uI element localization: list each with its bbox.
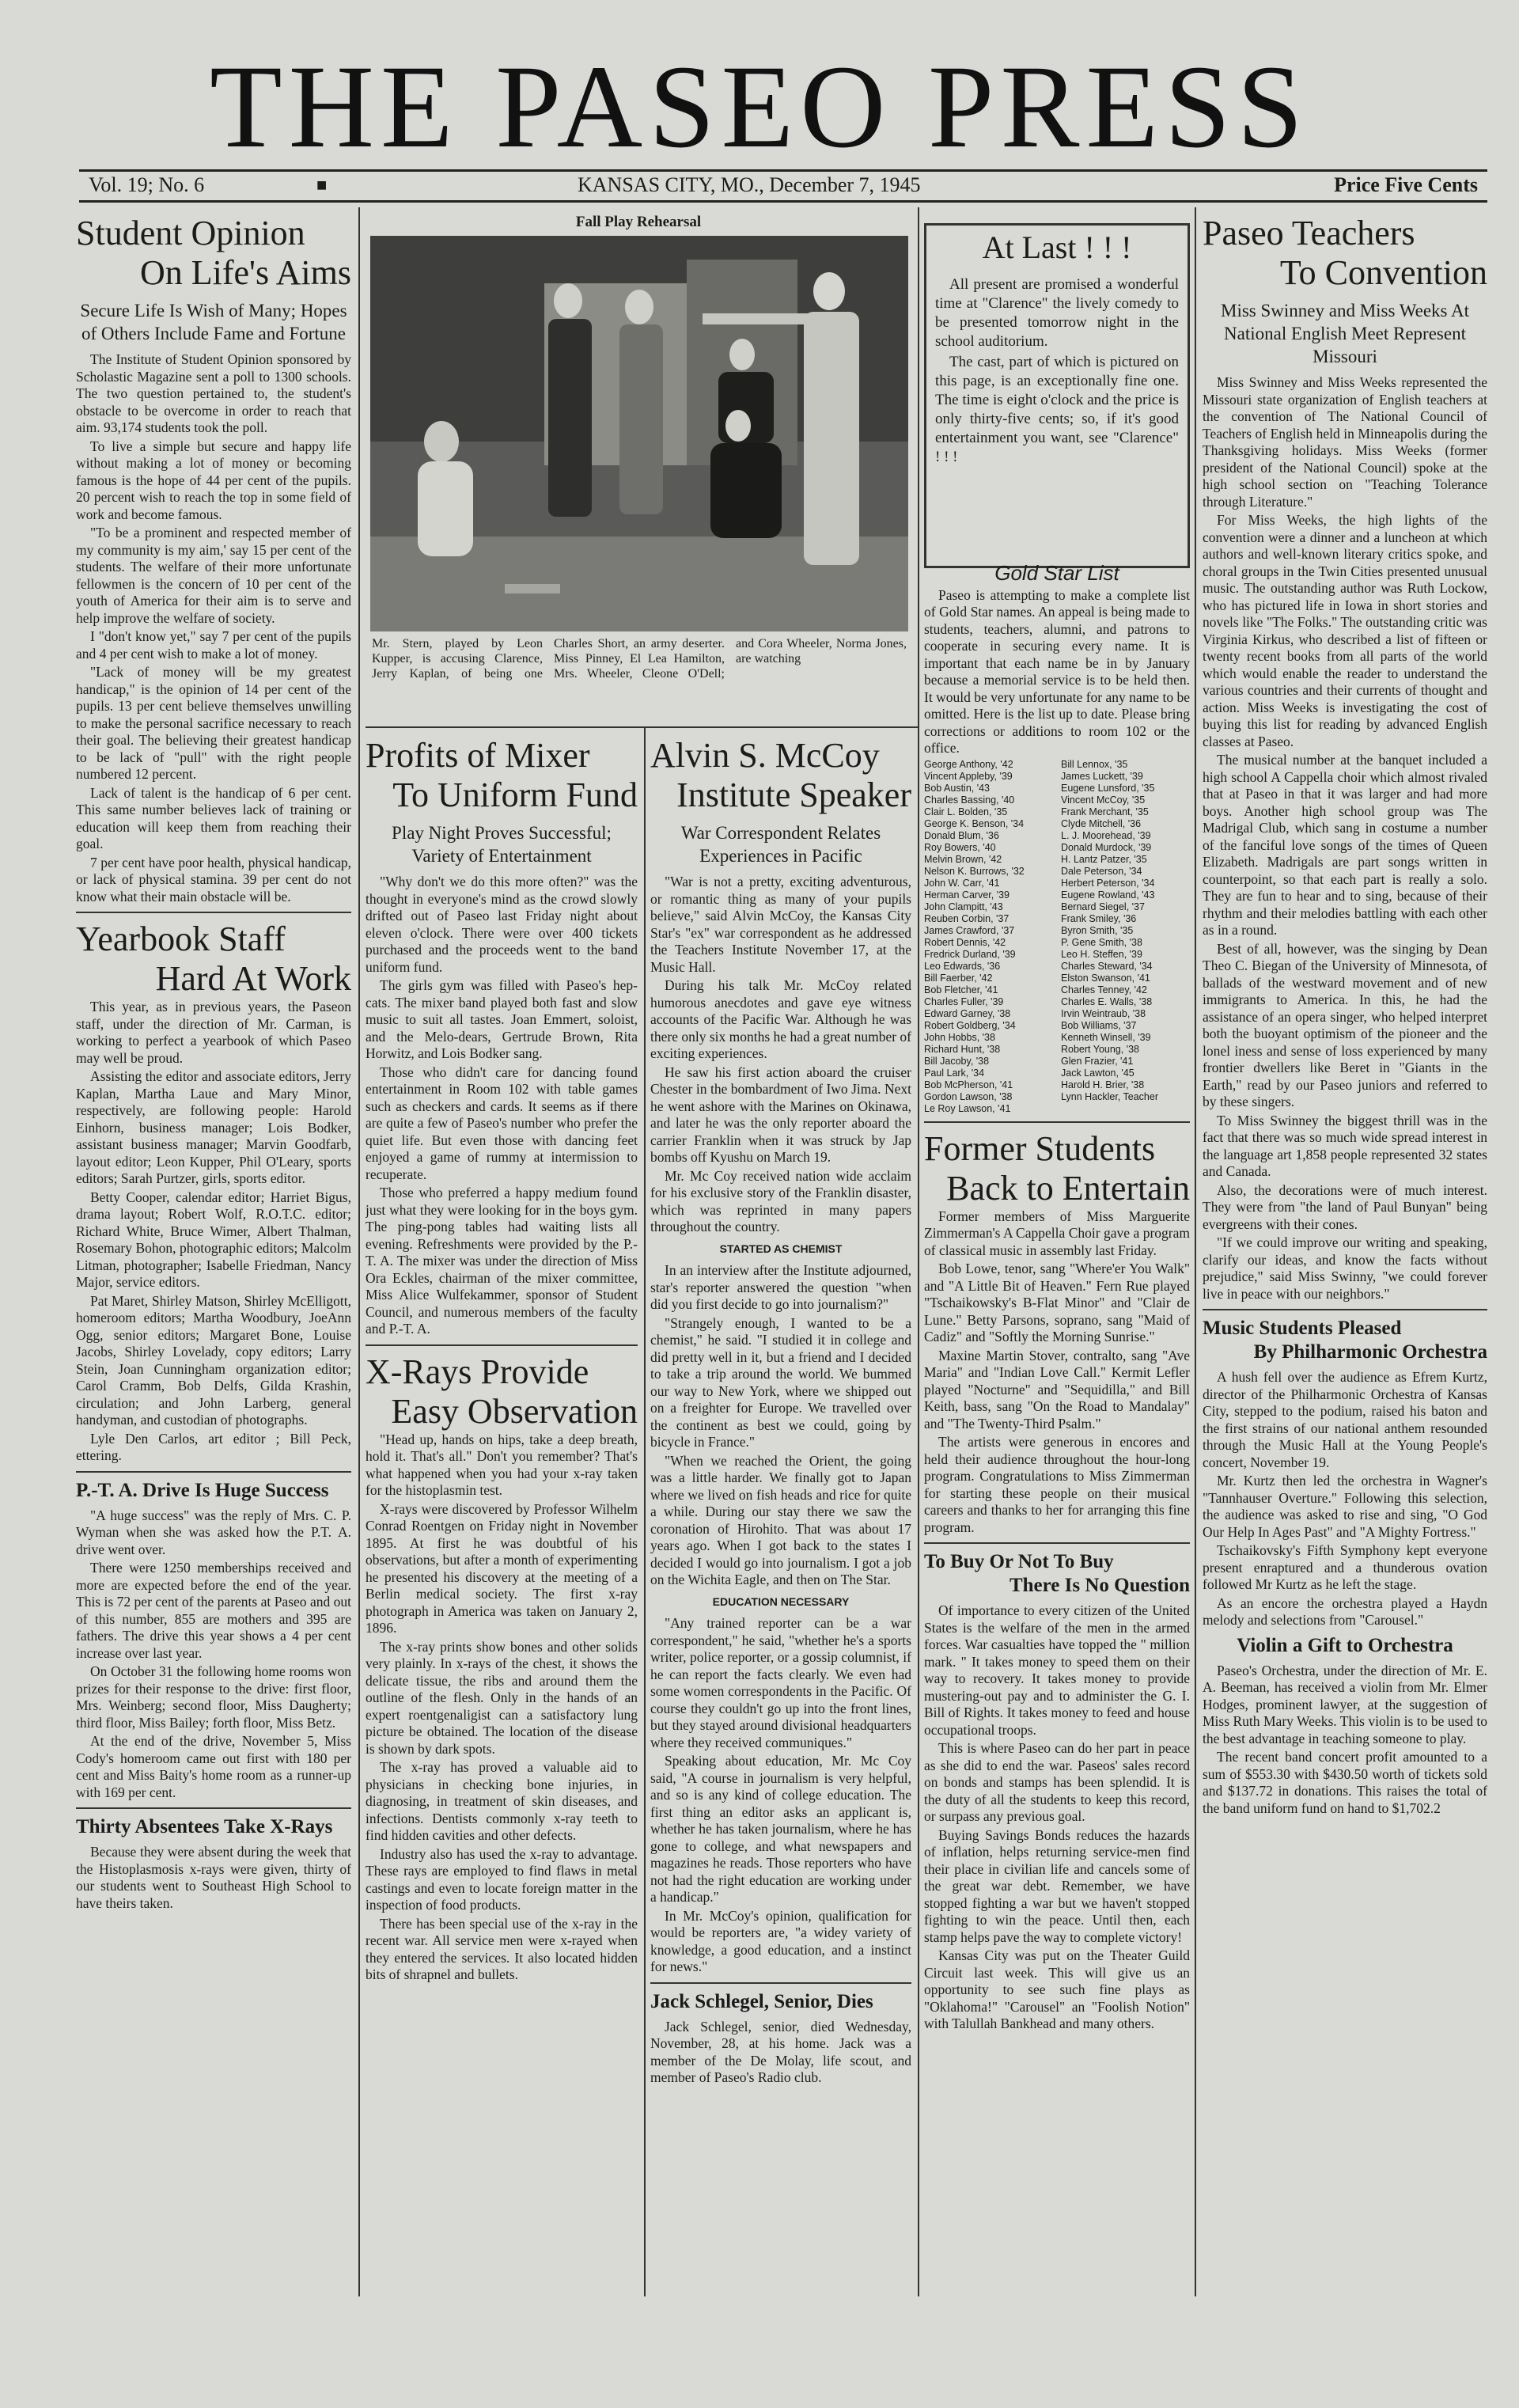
paragraph: The Institute of Student Opinion sponsored by Scholastic Magazine sent a poll to 1300 schools. The two question pertained to, the student's obstacle to be overcome in order to reach that aim. 93,174 students took the poll. (76, 351, 351, 435)
paragraph: Lack of talent is the handicap of 6 per cent. This same number believes lack of training or education will keep them from reaching their goal. (76, 784, 351, 851)
gold-star-name: Kenneth Winsell, '39 (1061, 1031, 1151, 1043)
gold-star-name: Bob Williams, '37 (1061, 1019, 1137, 1031)
headline-violin: Violin a Gift to Orchestra (1237, 1634, 1453, 1656)
paragraph: "A huge success" was the reply of Mrs. C. P. Wyman when she was asked how the P.T. A. drive went over. (76, 1507, 351, 1557)
column-rule (1195, 207, 1196, 2296)
paragraph: The girls gym was filled with Paseo's hep-cats. The mixer band played both fast and slow music to suit all tastes. Joan Emmert, soloist, and the Melo-dears, Gertrude Brown, Rita Horwitz, and Lois Bodker sang. (366, 977, 638, 1061)
gold-star-name: Bernard Siegel, '37 (1061, 901, 1145, 912)
paragraph: "When we reached the Orient, the going was a little harder. We finally got to Japan where we lived on fish heads and rice for quite a while. During our stay there we saw the coronation of Hirohito. That was about 17 years ago. When I got back to the states I decided I would go into journalism. I got a job on the Wichita Eagle, and then on The Star. (650, 1452, 911, 1587)
paragraph: The artists were generous in encores and held their audience throughout the hour-long program. Congratulations to Miss Zimmerman for starting these people on their musical careers and thanks to her for arranging this fine program. (924, 1434, 1190, 1535)
gold-star-name: John Clampitt, '43 (924, 901, 1003, 912)
gold-star-name: Bob Austin, '43 (924, 782, 991, 794)
paragraph: Former members of Miss Marguerite Zimmerman's A Cappella Choir gave a program of classical music in assembly last Friday. (924, 1208, 1190, 1258)
paragraph: Maxine Martin Stover, contralto, sang "Ave Maria" and "Indian Love Call." Kermit Lefler played "Nocturne" and "Sequidilla," and Bill Keith, bass, sang "On the Road to Mandalay" and "The Twenty-Third Psalm." (924, 1347, 1190, 1432)
paragraph: Lyle Den Carlos, art editor ; Bill Peck, ettering. (76, 1430, 351, 1463)
paragraph: To Miss Swinney the biggest thrill was in the fact that there was so much wide spread interest in the language art 1,858 people represented 32 states and Canada. (1203, 1112, 1487, 1179)
paragraph: Of importance to every citizen of the United States is the welfare of the men in the armed forces. War casualties have topped the " million mark. " It takes money to speed them on their way to recovery. It takes money to provide mustering-out pay and to administer the G. I. Bill of Rights. It takes money to feed and house occupational troops. (924, 1602, 1190, 1738)
headline-music-students: Music Students Pleased By Philharmonic Orchestra (1203, 1318, 1487, 1363)
gold-star-name: L. J. Moorehead, '39 (1061, 829, 1151, 841)
paragraph: Because they were absent during the week that the Histoplasmosis x-rays were given, thirty of our students went to Southeast High School to have theirs taken. (76, 1844, 351, 1911)
paragraph: This year, as in previous years, the Paseon staff, under the direction of Mr. Carman, is working to perfect a yearbook of which Paseo may well be proud. (76, 999, 351, 1066)
divider (924, 1542, 1190, 1544)
paragraph: I "don't know yet," say 7 per cent of the pupils and 4 per cent wish to make a lot of money. (76, 628, 351, 662)
paragraph: "Any trained reporter can be a war correspondent," he said, "whether he's a sports writer, police reporter, or a gossip columnist, if he can report the facts clearly. We even had some women correspondents in the Pacific. Of course they couldn't go up into the front lines, but they stayed around divisional headquarters where they received communiques." (650, 1615, 911, 1750)
headline-at-last: At Last ! ! ! (982, 229, 1132, 265)
headline-mccoy: Alvin S. McCoy Institute Speaker (650, 736, 911, 814)
masthead: THE PASEO PRESS (210, 41, 1309, 173)
paragraph: In an interview after the Institute adjourned, star's reporter answered the question "when did you first decide to go into journalism?" (650, 1262, 911, 1312)
photo-caption: Mr. Stern, played by Leon Kupper, is accusing Clarence, Jerry Kaplan, of being one Charles Short, an army deserter. Miss Pinney, El Lea Hamilton, Mrs. Wheeler, Cleone O'Dell; and Cora Wheeler, Norma Jones, are watching (372, 637, 907, 681)
paragraph: Those who didn't care for dancing found entertainment in Room 102 with table games such as checkers and cards. It seems as if there are quite a few of Paseo's number who prefer the quiet life. But even those with dancing feet enjoyed a game of rummy at intermission to recuperate. (366, 1064, 638, 1182)
gold-star-name: Richard Hunt, '38 (924, 1043, 1001, 1055)
divider (924, 1121, 1190, 1123)
subhead-mixer: Play Night Proves Successful; Variety of Entertainment (392, 823, 612, 866)
paragraph: Also, the decorations were of much interest. They were from "the land of Paul Bunyan" being evergreens with their cones. (1203, 1181, 1487, 1232)
price: Price Five Cents (1334, 173, 1478, 196)
paragraph: Paseo is attempting to make a complete list of Gold Star names. An appeal is being made to students, teachers, alumni, and patrons to cooperate in securing every name. It is important that each name be in by January because a memorial service is to be held then. It would be very unfortunate for any name to be omitted. Here is the list up to date. Please bring corrections or additions to room 102 or the office. (924, 586, 1190, 756)
gold-star-name: Gordon Lawson, '38 (924, 1090, 1013, 1102)
headline-pta: P.-T. A. Drive Is Huge Success (76, 1479, 329, 1501)
headline-student-opinion: Student Opinion On Life's Aims (76, 214, 351, 292)
gold-star-name: P. Gene Smith, '38 (1061, 936, 1142, 948)
paragraph: Pat Maret, Shirley Matson, Shirley McElligott, homeroom editors; Martha Woodbury, JoeAnn Ogg, senior editors; Margaret Bone, Louise Jacobs, Shirley Lovelady, copy editors; Larry Stein, Joan Cunningham organization editor; Carol Cramm, Bob Delfs, Gilda Krashin, circulation; and John Larberg, general handyman, and custodian of photographs. (76, 1292, 351, 1428)
headline-former-students: Former Students Back to Entertain (924, 1128, 1190, 1208)
divider (76, 1807, 351, 1809)
divider (76, 1471, 351, 1473)
gold-star-name: Charles Fuller, '39 (924, 995, 1004, 1007)
article-violin (1203, 1663, 1487, 1818)
gold-star-name: Elston Swanson, '41 (1061, 972, 1150, 984)
paragraph: During his talk Mr. McCoy related humorous anecdotes and gave eye witness accounts of the Pacific War. Although he was there only six months he had a great number of exciting experiences. (650, 977, 911, 1061)
gold-star-name: Herman Carver, '39 (924, 889, 1010, 901)
gold-star-name: Nelson K. Burrows, '32 (924, 865, 1025, 877)
gold-star-name: John W. Carr, '41 (924, 877, 1000, 889)
headline-yearbook: Yearbook Staff Hard At Work (76, 920, 351, 998)
article-mccoy (650, 874, 911, 1236)
gold-star-name: Fredrick Durland, '39 (924, 948, 1016, 960)
paragraph: Jack Schlegel, senior, died Wednesday, November, 28, at his home. Jack was a member of the De Molay, life scout, and member of Paseo's Radio club. (650, 2018, 911, 2085)
paragraph: Best of all, however, was the singing by Dean Theo C. Biegan of the University of Minnesota, of ballads of the westward movement and of new immigrants to America. In this, he had the assistance of an opera singer, who helped interpret both the buoyant optimism of the pioneer and the lonel iness and sense of loss experienced by many frontier dwellers like Beret in "Giants in the Earth," read by our Paseo juniors and referred to by these singers. (1203, 940, 1487, 1109)
divider (76, 912, 351, 913)
gold-star-name: John Hobbs, '38 (924, 1031, 995, 1043)
paragraph: Those who preferred a happy medium found just what they were looking for in the boys gym. The ping-pong tables had waiting lists all evening. Refreshments were provided by the P.-T. A. The mixer was under the direction of Miss Ora Eckles, chairman of the mixer committee, Miss Alice Wulfekammer, sponsor of Student Council, and numerous members of the faculty and P.-T. A. (366, 1185, 638, 1337)
divider (1203, 1309, 1487, 1310)
paragraph: On October 31 the following home rooms won prizes for their response to the drive: first floor, Mrs. Weinberg; second floor, Miss Daugherty; third floor, Miss Bailey; forth floor, Miss Betz. (76, 1663, 351, 1731)
paragraph: Mr. Mc Coy received nation wide acclaim for his exclusive story of the Franklin disaster, which was reprinted in many papers throughout the country. (650, 1167, 911, 1234)
gold-star-name: George Anthony, '42 (924, 758, 1013, 770)
article-yearbook (76, 999, 351, 1465)
paragraph: In Mr. McCoy's opinion, qualification for would be reporters are, "a widey variety of knowledge, a good education, and a instinct for news." (650, 1907, 911, 1974)
article-xrays (366, 1432, 638, 1984)
gold-star-name: Eugene Lunsford, '35 (1061, 782, 1155, 794)
paragraph: "Why don't we do this more often?" was the thought in everyone's mind as the crowd slowly drifted out of Paseo last Friday night about eleven o'clock. There were over 400 tickets purchased and the proceeds went to the band uniform fund. (366, 874, 638, 975)
photo-label: Fall Play Rehearsal (575, 214, 702, 230)
gold-star-name: James Luckett, '39 (1061, 770, 1143, 782)
column-5 (1203, 214, 1487, 2303)
gold-star-name: Le Roy Lawson, '41 (924, 1102, 1011, 1114)
gold-star-name: Robert Young, '38 (1061, 1043, 1139, 1055)
place-date: KANSAS CITY, MO., December 7, 1945 (578, 173, 921, 196)
column-4 (924, 214, 1190, 2303)
gold-star-name: Herbert Peterson, '34 (1061, 877, 1155, 889)
gold-star-name: Clyde Mitchell, '36 (1061, 817, 1142, 829)
paragraph: The musical number at the banquet included a high school A Cappella choir which almost rivaled that at Paseo in that it was larger and had more boys. Another high school group was The Madrigal Club, which sang in costume a number of the fanciful love songs of the times of Queen Elizabeth. Madrigals are part songs written in counterpoint, so that each part is really a solo. They are fun to hear and to sing, because of their rhythm and their melodies battling with each other as in a round. (1203, 752, 1487, 938)
paragraph: He saw his first action aboard the cruiser Chester in the bombardment of Iwo Jima. Next he went ashore with the Marines on Okinawa, and later he was the only reporter aboard the carrier Franklin when it was struck by Jap bombs off Kyushu on March 19. (650, 1064, 911, 1165)
paragraph: Industry also has used the x-ray to advantage. These rays are employed to find flaws in metal castings and even to locate foreign matter in the inspection of food products. (366, 1845, 638, 1913)
gold-star-name: Jack Lawton, '45 (1061, 1067, 1135, 1079)
bullet-mark: ■ (316, 175, 328, 195)
article-to-buy (924, 1602, 1190, 2033)
article-mccoy-started (650, 1262, 911, 1589)
section-label-started: STARTED AS CHEMIST (719, 1242, 843, 1255)
headline-gold-star: Gold Star List (994, 561, 1119, 585)
gold-star-name: Charles Steward, '34 (1061, 960, 1153, 972)
paragraph: Buying Savings Bonds reduces the hazards of inflation, helps returning service-men find their place in civilian life and cancels some of the great war debt. Remember, we have stopped fighting a war but we haven't stopped fighting to win the peace. Until then, each stamp helps pave the way to complete victory! (924, 1826, 1190, 1945)
headline-absentees: Thirty Absentees Take X-Rays (76, 1816, 333, 1837)
paragraph: The x-ray prints show bones and other solids very plainly. In x-rays of the chest, it shows the delicate tissue, the ribs and around them the outline of the flesh. Only in the hands of an expert roentgenaligist can a satisfactory lung picture be obtained. The location of the disease is shown by dark spots. (366, 1638, 638, 1757)
gold-star-name: Reuben Corbin, '37 (924, 912, 1010, 924)
headline-xrays: X-Rays Provide Easy Observation (366, 1352, 638, 1431)
paragraph: The recent band concert profit amounted to a sum of $553.30 with $430.50 worth of tickets sold and $137.72 in donations. This raises the total of the band uniform fund on hand to $1,702.2 (1203, 1749, 1487, 1816)
paragraph: The x-ray has proved a valuable aid to physicians in checking bone injuries, in diagnosing, in treatment of skin diseases, and infections. Dentists commonly x-ray teeth to find hidden cavities and other defects. (366, 1759, 638, 1843)
column-3 (650, 736, 911, 2303)
paragraph: "If we could improve our writing and speaking, clarify our ideas, and know the facts without prejudice," said Miss Swinny, "we could forever live in peace with our neighbors." (1203, 1234, 1487, 1302)
column-rule (918, 207, 919, 2296)
paragraph: "War is not a pretty, exciting adventurous, or romantic thing as many of your pupils believe," said Alvin McCoy, the Kansas City Star's "ex" war correspondent as he addressed the Teachers Institute November 17, at the Music Hall. (650, 874, 911, 975)
gold-star-names (924, 759, 1190, 1115)
subhead-student-opinion: Secure Life Is Wish of Many; Hopes of Others Include Fame and Fortune (80, 301, 347, 343)
paragraph: All present are promised a wonderful time at "Clarence" the lively comedy to be presented tomorrow night in the school auditorium. (935, 276, 1179, 350)
gold-star-name: Vincent Appleby, '39 (924, 770, 1013, 782)
article-music-students (1203, 1369, 1487, 1629)
paragraph: The cast, part of which is pictured on this page, is an exceptionally fine one. The time is eight o'clock and the price is only thirty-five cents; so, if it's good entertainment you want, see "Clarence" ! ! ! (935, 354, 1179, 465)
gold-star-name: Donald Murdock, '39 (1061, 841, 1152, 853)
gold-star-name: Bill Jacoby, '38 (924, 1055, 990, 1067)
paragraph: "Lack of money will be my greatest handicap," is the opinion of 14 per cent of the pupils. 13 per cent believe themselves unwilling to make the personal sacrifice necessary to reach their goal. The believing their greatest handicap to be lack of "pull" with the right people numbered 12 percent. (76, 664, 351, 782)
gold-star-name: Frank Smiley, '36 (1061, 912, 1137, 924)
article-schlegel (650, 2019, 911, 2087)
paragraph: Betty Cooper, calendar editor; Harriet Bigus, drama layout; Robert Wolf, R.O.T.C. editor; Richard White, Bruce Wimer, Albert Thalman, Rosemary Bohon, photographic editors; Malcolm Litman, photographer; Isabelle Friedman, Nancy Major, service editors. (76, 1189, 351, 1290)
article-mixer (366, 874, 638, 1338)
article-teachers (1203, 374, 1487, 1303)
article-student-opinion (76, 351, 351, 905)
subhead-mccoy: War Correspondent Relates Experiences in Pacific (680, 823, 881, 866)
paragraph: "Head up, hands on hips, take a deep breath, hold it. That's all." Don't you remember? That's what happened when you had your x-ray taken for the histoplasmin test. (366, 1431, 638, 1498)
paragraph: 7 per cent have poor health, physical handicap, or lack of physical stamina. 39 per cent do not know what their main obstacle will be. (76, 854, 351, 904)
gold-star-name: Leo H. Steffen, '39 (1061, 948, 1142, 960)
gold-star-name: Glen Frazier, '41 (1061, 1055, 1134, 1067)
gold-star-name: Bill Faerber, '42 (924, 972, 993, 984)
paragraph: Bob Lowe, tenor, sang "Where'er You Walk" and "A Little Bit of Heaven." Fern Rue played "Tschaikowsky's B-Flat Minor" and "Clair de Lune." Betty Parsons, soprano, sang "Maid of Cadiz" and "Softly the Morning Sunrise." (924, 1261, 1190, 1344)
article-gold-star (924, 587, 1190, 757)
gold-star-name: Clair L. Bolden, '35 (924, 806, 1008, 817)
gold-star-name: Bill Lennox, '35 (1061, 758, 1128, 770)
article-mccoy-education (650, 1615, 911, 1976)
paragraph: There has been special use of the x-ray in the recent war. All service men were x-rayed when they entered the services. It also located hidden bits of shrapnel and bullets. (366, 1915, 638, 1982)
gold-star-name: Byron Smith, '35 (1061, 924, 1134, 936)
gold-star-name: Donald Blum, '36 (924, 829, 999, 841)
fall-play-photo (370, 236, 908, 631)
gold-star-name: Paul Lark, '34 (924, 1067, 985, 1079)
paragraph: "Strangely enough, I wanted to be a chemist," he said. "I studied it in college and did pretty well in it, but a friend and I decided to take a trip around the world. We bummed our way to New York, where we shipped out on a freighter for Europe. We travelled over the continent as best we could, going by bicycle in France." (650, 1314, 911, 1450)
section-label-education: EDUCATION NECESSARY (712, 1595, 850, 1608)
paragraph: Miss Swinney and Miss Weeks represented the Missouri state organization of English teachers at the convention of The National Council of Teachers of English held in Minneapolis during the Thanksgiving holidays. Miss Weeks (former president of the National Council) spoke at the high school section on "Teaching Tolerance through Literature." (1203, 374, 1487, 510)
gold-star-name: Robert Goldberg, '34 (924, 1019, 1016, 1031)
gold-star-name: Harold H. Brier, '38 (1061, 1079, 1145, 1090)
gold-star-name: Vincent McCoy, '35 (1061, 794, 1146, 806)
gold-star-name: Bob McPherson, '41 (924, 1079, 1013, 1090)
paragraph: There were 1250 memberships received and more are expected before the end of the year. This is 72 per cent of the parents at Paseo and out of this number, 855 are mothers and 395 are fathers. The drive this year shows a 4 per cent increase over last year. (76, 1560, 351, 1661)
divider (366, 726, 918, 728)
divider (650, 1982, 911, 1984)
gold-star-name: Robert Dennis, '42 (924, 936, 1006, 948)
paragraph: At the end of the drive, November 5, Miss Cody's homeroom came out first with 180 per cent and Miss Baity's home room as a runner-up with 169 per cent. (76, 1733, 351, 1800)
volume-number: Vol. 19; No. 6 (89, 173, 205, 196)
article-pta (76, 1507, 351, 1802)
headline-to-buy: To Buy Or Not To Buy There Is No Question (924, 1551, 1190, 1596)
gold-star-name: James Crawford, '37 (924, 924, 1015, 936)
gold-star-name: Leo Edwards, '36 (924, 960, 1001, 972)
paragraph: Mr. Kurtz then led the orchestra in Wagner's "Tannhauser Overture." Following this selection, the audience was asked to rise and sing, "O God Our Help In Ages Past" and "A Mighty Fortress." (1203, 1473, 1487, 1540)
headline-mixer: Profits of Mixer To Uniform Fund (366, 736, 638, 814)
headline-schlegel: Jack Schlegel, Senior, Dies (650, 1990, 873, 2012)
headline-teachers: Paseo Teachers To Convention (1203, 214, 1487, 292)
gold-star-name: Bob Fletcher, '41 (924, 984, 998, 995)
paragraph: As an encore the orchestra played a Haydn melody and selections from "Carousel." (1203, 1595, 1487, 1628)
rehearsal-scene (370, 236, 908, 631)
gold-star-name: Melvin Brown, '42 (924, 853, 1002, 865)
gold-star-name: Eugene Rowland, '43 (1061, 889, 1155, 901)
gold-star-name: Frank Merchant, '35 (1061, 806, 1149, 817)
gold-star-name: Roy Bowers, '40 (924, 841, 996, 853)
gold-star-name: George K. Benson, '34 (924, 817, 1025, 829)
subhead-teachers: Miss Swinney and Miss Weeks At National English Meet Represent Missouri (1221, 301, 1469, 366)
paragraph: Tschaikovsky's Fifth Symphony kept everyone present enraptured and a thunderous ovation followed Mr Kurtz as he left the stage. (1203, 1542, 1487, 1592)
paragraph: Paseo's Orchestra, under the direction of Mr. E. A. Beeman, has received a violin from Mr. Elmer Hodges, prominent lawyer, at the suggestion of Miss Ruth Mary Weeks. This violin is to be used to the best advantage in teaching someone to play. (1203, 1662, 1487, 1746)
column-2 (366, 736, 638, 2303)
gold-star-name: Edward Garney, '38 (924, 1007, 1011, 1019)
paragraph: To live a simple but secure and happy life without making a lot of money or becoming famous is the hope of 44 per cent of the pupils. 20 percent wish to reach the top in some field of work and become famous. (76, 438, 351, 522)
article-absentees (76, 1844, 351, 1912)
divider (366, 1344, 638, 1346)
gold-star-name: Lynn Hackler, Teacher (1061, 1090, 1158, 1102)
paragraph: "To be a prominent and respected member of my community is my aim,' say 15 per cent of the students. The welfare of their more unfortunate fellowmen is the concern of 10 per cent of the youth of America for their aim is to serve and help improve the welfare of society. (76, 525, 351, 626)
gold-star-name: Dale Peterson, '34 (1061, 865, 1142, 877)
article-former-students (924, 1208, 1190, 1537)
gold-star-name: H. Lantz Patzer, '35 (1061, 853, 1147, 865)
paragraph: For Miss Weeks, the high lights of the convention were a dinner and a luncheon at which authors and well-known literary critics spoke, and choral groups in the Twin Cities presented unusual music. The outstanding author was Ruth Lockow, who has pictured life in Iowa in short stories and novels like "The Folks." The outstanding critic was Virginia Kirkus, who described a list of fifteen or twenty recent books from all parts of the world which would enable the reader to understand the various countries and their currents of thought and action. Miss Weeks is investigating the cost of buying this list for reading by advanced English classes at Paseo. (1203, 512, 1487, 749)
paragraph: Kansas City was put on the Theater Guild Circuit last week. This will give us an opportunity to see such fine plays as "Oklahoma!" "Carousel" an "Foolish Notion" with Talullah Bankhead and many others. (924, 1947, 1190, 2031)
column-1 (76, 214, 351, 2303)
paragraph: Speaking about education, Mr. Mc Coy said, "A course in journalism is very helpful, and so is any kind of college education. The first thing an editor asks an applicant is, whether he has taken journalism, where he has gone to college, and what newspapers and magazines he reads. Those reporters who have not had the right education are working under a handicap." (650, 1753, 911, 1905)
gold-star-name: Irvin Weintraub, '38 (1061, 1007, 1146, 1019)
dateline (79, 169, 1487, 203)
at-last-notice (924, 214, 1190, 554)
paragraph: X-rays were discovered by Professor Wilhelm Conrad Roentgen on Friday night in November 1895. At first he was doubtful of his observations, but after a month of experimenting he presented his discovery at the meeting of a Berlin medical society. The first x-ray photograph in America was taken on January 2, 1896. (366, 1500, 638, 1636)
gold-star-name: Charles Bassing, '40 (924, 794, 1015, 806)
paragraph: This is where Paseo can do her part in peace as she did to end the war. Paseos' sales record on bonds and stamps has been splendid. It is the duty of all the students to keep this record, or surpass any previous goal. (924, 1740, 1190, 1824)
gold-star-name: Charles Tenney, '42 (1061, 984, 1147, 995)
column-rule (358, 207, 360, 2296)
paragraph: Assisting the editor and associate editors, Jerry Kaplan, Martha Laue and Mary Minor, respectively, are following people: Harold Einhorn, business manager; Lois Bodker, assistant business manager; Marvin Goodfarb, layout editor; Leon Kupper, Phil O'Leary, sports editors; Sarah Purtzer, girls, sports editor. (76, 1068, 351, 1186)
gold-star-name: Charles E. Walls, '38 (1061, 995, 1153, 1007)
paragraph: A hush fell over the audience as Efrem Kurtz, director of the Philharmonic Orchestra of Kansas City, stepped to the podium, raised his baton and the first strains of our national anthem resounded through the Music Hall at the Young People's concert, November 19. (1203, 1369, 1487, 1470)
column-rule (644, 728, 646, 2296)
